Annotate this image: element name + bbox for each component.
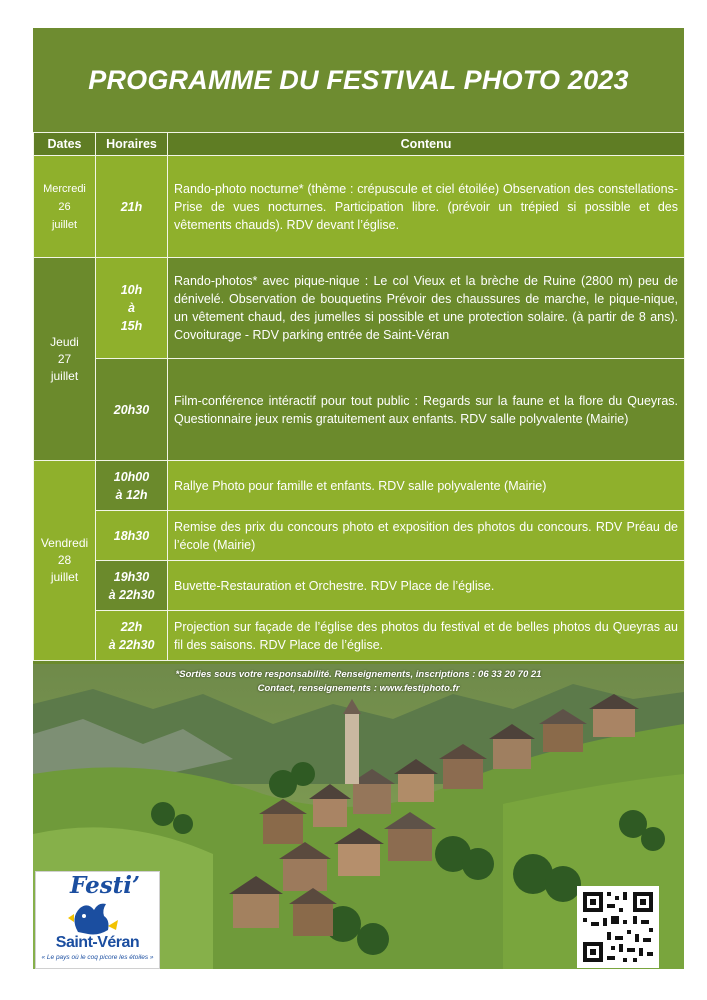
- day-month: juillet: [50, 368, 79, 383]
- time-text: 15h: [120, 319, 143, 333]
- time-cell: [96, 359, 168, 461]
- time-text: à 22h30: [108, 587, 155, 602]
- date-cell-vendredi: [34, 461, 96, 661]
- time-text: 20h30: [113, 402, 150, 417]
- title-band: [33, 28, 684, 132]
- time-text: 10h00: [113, 469, 150, 484]
- day-name: Jeudi: [50, 334, 79, 349]
- day-month: juillet: [51, 218, 78, 231]
- table-row: [34, 511, 685, 561]
- date-cell-mercredi: [34, 156, 96, 258]
- time-text: à 22h30: [108, 637, 155, 652]
- column-header-horaires: Horaires: [96, 133, 168, 156]
- day-number: 26: [58, 200, 71, 213]
- column-header-contenu: Contenu: [168, 133, 685, 156]
- content-cell: Rando-photo nocturne* (thème : crépuscule et ciel étoilée) Observation des constellations- Prise de vues nocturnes. Participation libre. (prévoir un trépied si possible et des vêtements chauds). RDV devant l’église.: [168, 156, 685, 258]
- table-header-row: [34, 133, 685, 156]
- time-cell: [96, 561, 168, 611]
- time-cell: [96, 461, 168, 511]
- table-row: [34, 611, 685, 661]
- notes-line-2: Contact, renseignements : www.festiphoto.fr: [257, 683, 460, 694]
- day-month: juillet: [50, 570, 79, 584]
- table-row: [34, 461, 685, 511]
- qr-code-icon: [577, 886, 659, 968]
- festi-saint-veran-logo: [35, 871, 160, 969]
- content-cell: Buvette-Restauration et Orchestre. RDV Place de l’église.: [168, 561, 685, 611]
- content-cell: Film-conférence intéractif pour tout public : Regards sur la faune et la flore du Queyras. Questionnaire jeux remis gratuitement aux enfants. RDV salle polyvalente (Mairie): [168, 359, 685, 461]
- table-row: [34, 561, 685, 611]
- day-number: 28: [57, 553, 72, 567]
- time-cell: [96, 156, 168, 258]
- time-cell: [96, 258, 168, 359]
- page-title: PROGRAMME DU FESTIVAL PHOTO 2023: [88, 64, 629, 95]
- content-cell: Remise des prix du concours photo et exposition des photos du concours. RDV Préau de l’école (Mairie): [168, 511, 685, 561]
- time-text: 21h: [120, 199, 143, 214]
- notes-line-1: *Sorties sous votre responsabilité. Renseignements, inscriptions : 06 33 20 70 21: [175, 669, 542, 680]
- time-cell: [96, 511, 168, 561]
- programme-table: [33, 132, 685, 661]
- qr-code-graphic: [577, 886, 659, 968]
- logo-tagline: « Le pays où le coq picore les étoiles »: [41, 954, 154, 961]
- time-text: à 12h: [115, 487, 148, 502]
- table-row: [34, 156, 685, 258]
- table-row: [34, 359, 685, 461]
- content-cell: Rallye Photo pour famille et enfants. RDV salle polyvalente (Mairie): [168, 461, 685, 511]
- day-name: Vendredi: [40, 536, 89, 550]
- time-text: 18h30: [113, 528, 150, 543]
- time-text: à: [128, 301, 135, 315]
- content-cell: Projection sur façade de l’église des photos du festival et de belles photos du Queyras au fil des saisons. RDV Place de l’église.: [168, 611, 685, 661]
- time-text: 10h: [120, 283, 143, 297]
- rooster-icon: [64, 898, 124, 936]
- logo-saint-veran-text: Saint-Véran: [55, 934, 140, 951]
- day-name: Mercredi: [43, 182, 86, 195]
- content-cell: Rando-photos* avec pique-nique : Le col Vieux et la brèche de Ruine (2800 m) peu de dénivelé. Observation de bouquetins Prévoir des chaussures de marche, le pique-nique, un vêtement chaud, des jumelles si possible et une protection solaire. (à partir de 8 ans). Covoiturage - RDV parking entrée de Saint-Véran: [168, 258, 685, 359]
- time-text: 19h30: [113, 569, 150, 584]
- notes: [33, 668, 684, 696]
- poster: [33, 28, 684, 969]
- time-text: 22h: [120, 619, 143, 634]
- column-header-dates: Dates: [34, 133, 96, 156]
- day-number: 27: [57, 351, 72, 366]
- logo-festi-text: Festi’: [70, 872, 141, 899]
- time-cell: [96, 611, 168, 661]
- date-cell-jeudi: [34, 258, 96, 461]
- table-row: [34, 258, 685, 359]
